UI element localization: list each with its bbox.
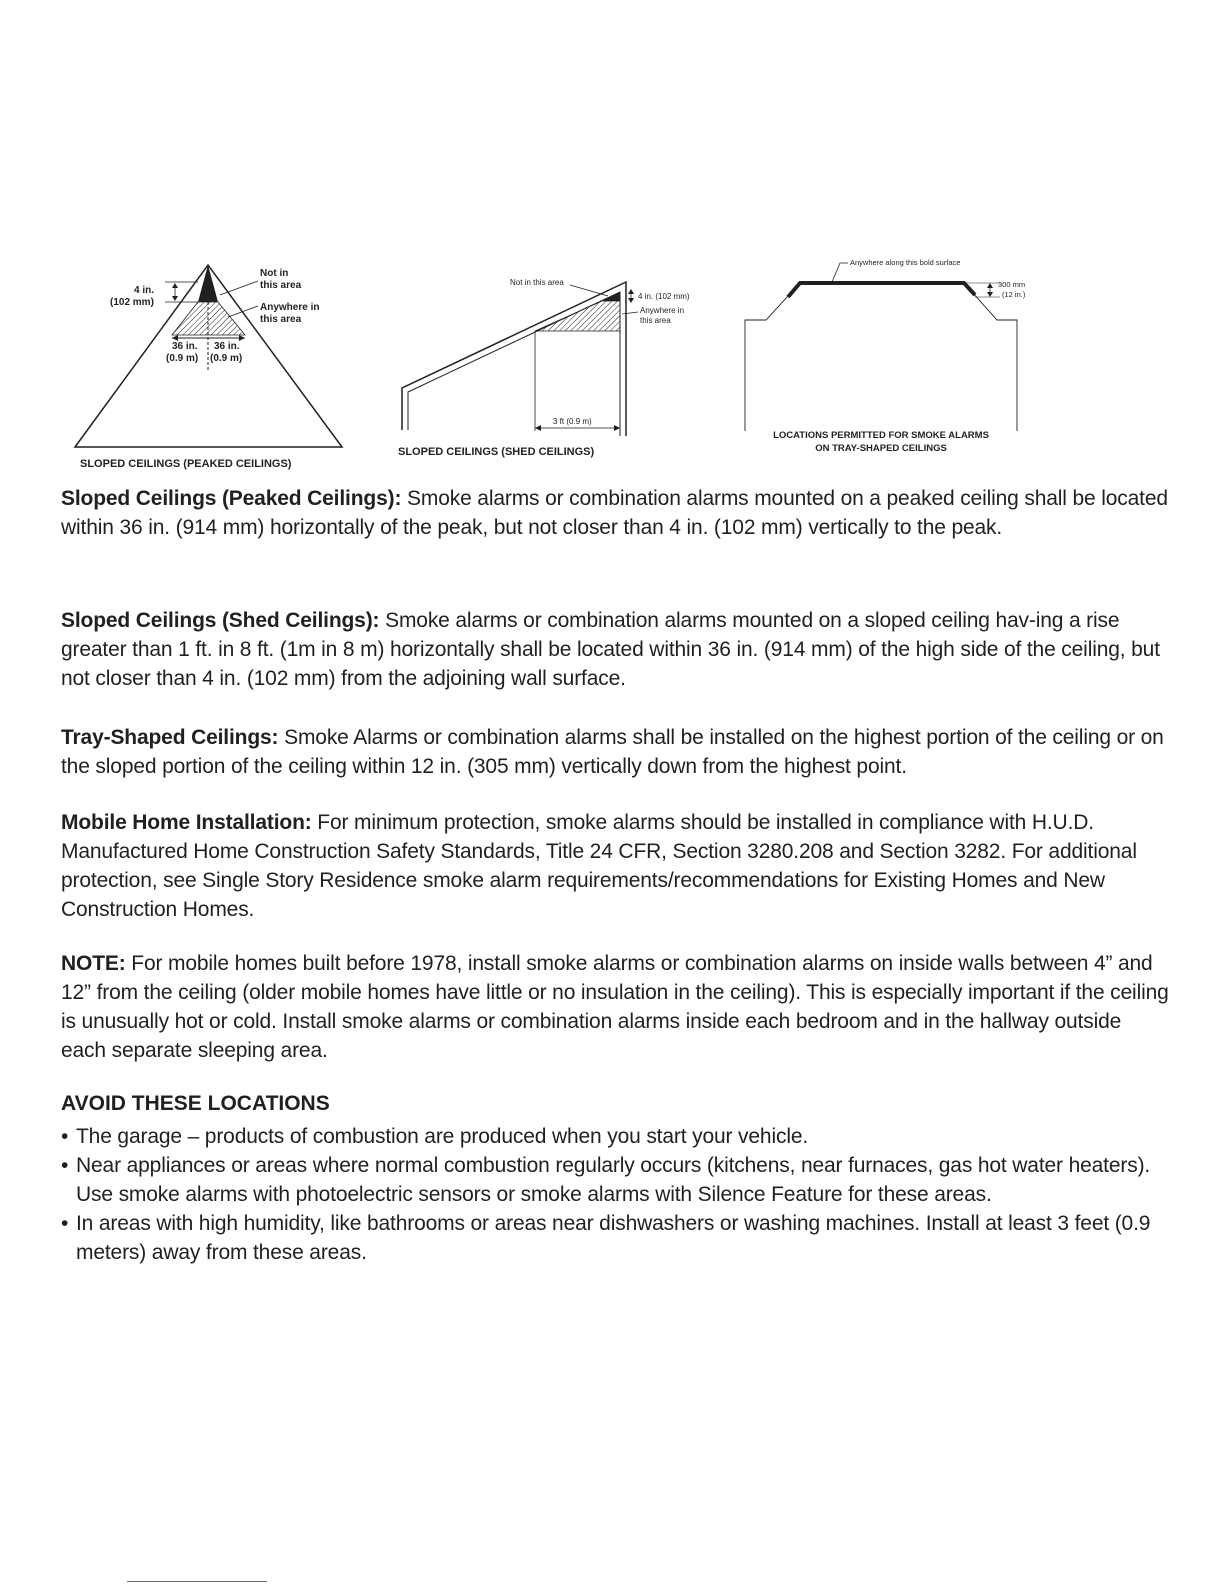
section-peaked-heading: Sloped Ceilings (Peaked Ceilings): bbox=[61, 487, 402, 510]
peaked-not-in-area bbox=[198, 265, 218, 302]
list-item bbox=[61, 1209, 1171, 1267]
section-mobile-text: For minimum protection, smoke alarms should be installed in compliance with H.U.D. Manufactured Home Construction Safety Standards, Title 24 CFR, Section 3280.208 and Section 3282. For additional protection, see Single Story Residence smoke alarm requirements/recommendations for Existing Homes and New Construction Homes. bbox=[61, 811, 1137, 921]
shed-ceiling-figure bbox=[390, 268, 720, 463]
peaked-not-in-label-1: Not in bbox=[260, 268, 289, 279]
tray-12in-label: (12 in.) bbox=[1002, 290, 1026, 299]
peaked-not-in-label-2: this area bbox=[260, 280, 302, 291]
peaked-right-36in: 36 in. bbox=[214, 341, 240, 352]
peaked-dim-102mm: (102 mm) bbox=[110, 297, 154, 308]
list-item bbox=[61, 1151, 1171, 1209]
section-shed-heading: Sloped Ceilings (Shed Ceilings): bbox=[61, 609, 380, 632]
section-mobile-home bbox=[61, 808, 1171, 924]
section-peaked-ceilings bbox=[61, 484, 1171, 542]
bullet: • bbox=[61, 1125, 69, 1148]
avoid-locations-heading: AVOID THESE LOCATIONS bbox=[61, 1092, 330, 1115]
shed-anywhere-label-1: Anywhere in bbox=[640, 306, 685, 315]
section-tray-ceilings bbox=[61, 723, 1171, 781]
tray-caption-line-2: ON TRAY-SHAPED CEILINGS bbox=[815, 443, 947, 454]
peaked-anywhere-label-2: this area bbox=[260, 314, 302, 325]
tray-bold-surface bbox=[788, 283, 975, 297]
peaked-ceiling-figure bbox=[70, 255, 360, 475]
list-item bbox=[61, 1122, 1171, 1151]
shed-4in-label: 4 in. (102 mm) bbox=[638, 292, 690, 301]
section-tray-text: Smoke Alarms or combination alarms shall be installed on the highest portion of the ceiling or on the sloped portion of the ceiling within 12 in. (305 mm) vertically down from the highest point. bbox=[61, 726, 1164, 778]
list-item-text: In areas with high humidity, like bathrooms or areas near dishwashers or washing machines. Install at least 3 feet (0.9 meters) away from these areas. bbox=[76, 1212, 1151, 1264]
shed-anywhere-label-2: this area bbox=[640, 316, 671, 325]
section-peaked-text: Smoke alarms or combination alarms mounted on a peaked ceiling shall be located within 36 in. (914 mm) horizontally of the peak, but not closer than 4 in. (102 mm) vertically to the peak. bbox=[61, 487, 1168, 539]
section-note bbox=[61, 949, 1171, 1065]
peaked-dim-4in: 4 in. bbox=[134, 285, 155, 296]
section-note-heading: NOTE: bbox=[61, 952, 126, 975]
section-tray-heading: Tray-Shaped Ceilings: bbox=[61, 726, 279, 749]
tray-anywhere-label: Anywhere along this bold surface bbox=[850, 258, 961, 267]
avoid-locations-list bbox=[61, 1122, 1171, 1267]
shed-not-in-area bbox=[602, 292, 620, 301]
tray-ceiling-figure bbox=[740, 253, 1070, 458]
section-note-text: For mobile homes built before 1978, install smoke alarms or combination alarms on inside walls between 4” and 12” from the ceiling (older mobile homes have little or no insulation in the ceiling). This is especially important if the ceiling is unusually hot or cold. Install smoke alarms or combination alarms inside each bedroom and in the hallway outside each separate sleeping area. bbox=[61, 952, 1169, 1062]
bullet: • bbox=[61, 1154, 69, 1177]
shed-ceiling-diagram bbox=[390, 268, 720, 463]
tray-ceiling-diagram bbox=[740, 253, 1070, 458]
tray-300mm-label: 300 mm bbox=[998, 280, 1026, 289]
tray-caption-line-1: LOCATIONS PERMITTED FOR SMOKE ALARMS bbox=[773, 430, 989, 441]
list-item-text: The garage – products of combustion are produced when you start your vehicle. bbox=[76, 1125, 809, 1148]
peaked-caption: SLOPED CEILINGS (PEAKED CEILINGS) bbox=[80, 458, 292, 470]
peaked-anywhere-label-1: Anywhere in bbox=[260, 302, 320, 313]
bullet: • bbox=[61, 1212, 69, 1235]
peaked-left-09m: (0.9 m) bbox=[166, 353, 199, 364]
section-shed-text: Smoke alarms or combination alarms mounted on a sloped ceiling hav-ing a rise greater than 1 ft. in 8 ft. (1m in 8 m) horizontally shall be located within 36 in. (914 mm) of the high side of the ceiling, but not closer than 4 in. (102 mm) from the adjoining wall surface. bbox=[61, 609, 1160, 690]
section-mobile-heading: Mobile Home Installation: bbox=[61, 811, 312, 834]
shed-not-in-label: Not in this area bbox=[510, 278, 564, 287]
section-shed-ceilings bbox=[61, 606, 1171, 693]
peaked-ceiling-diagram bbox=[70, 255, 360, 475]
peaked-right-09m: (0.9 m) bbox=[210, 353, 243, 364]
shed-caption: SLOPED CEILINGS (SHED CEILINGS) bbox=[398, 446, 595, 458]
shed-3ft-label: 3 ft (0.9 m) bbox=[553, 417, 592, 426]
tray-outline bbox=[745, 283, 1017, 431]
peaked-left-36in: 36 in. bbox=[172, 341, 198, 352]
footer-link-underline bbox=[127, 1581, 267, 1582]
list-item-text: Near appliances or areas where normal combustion regularly occurs (kitchens, near furnaces, gas hot water heaters). Use smoke alarms with photoelectric sensors or smoke alarms with Silence Feature for these areas. bbox=[76, 1154, 1151, 1206]
